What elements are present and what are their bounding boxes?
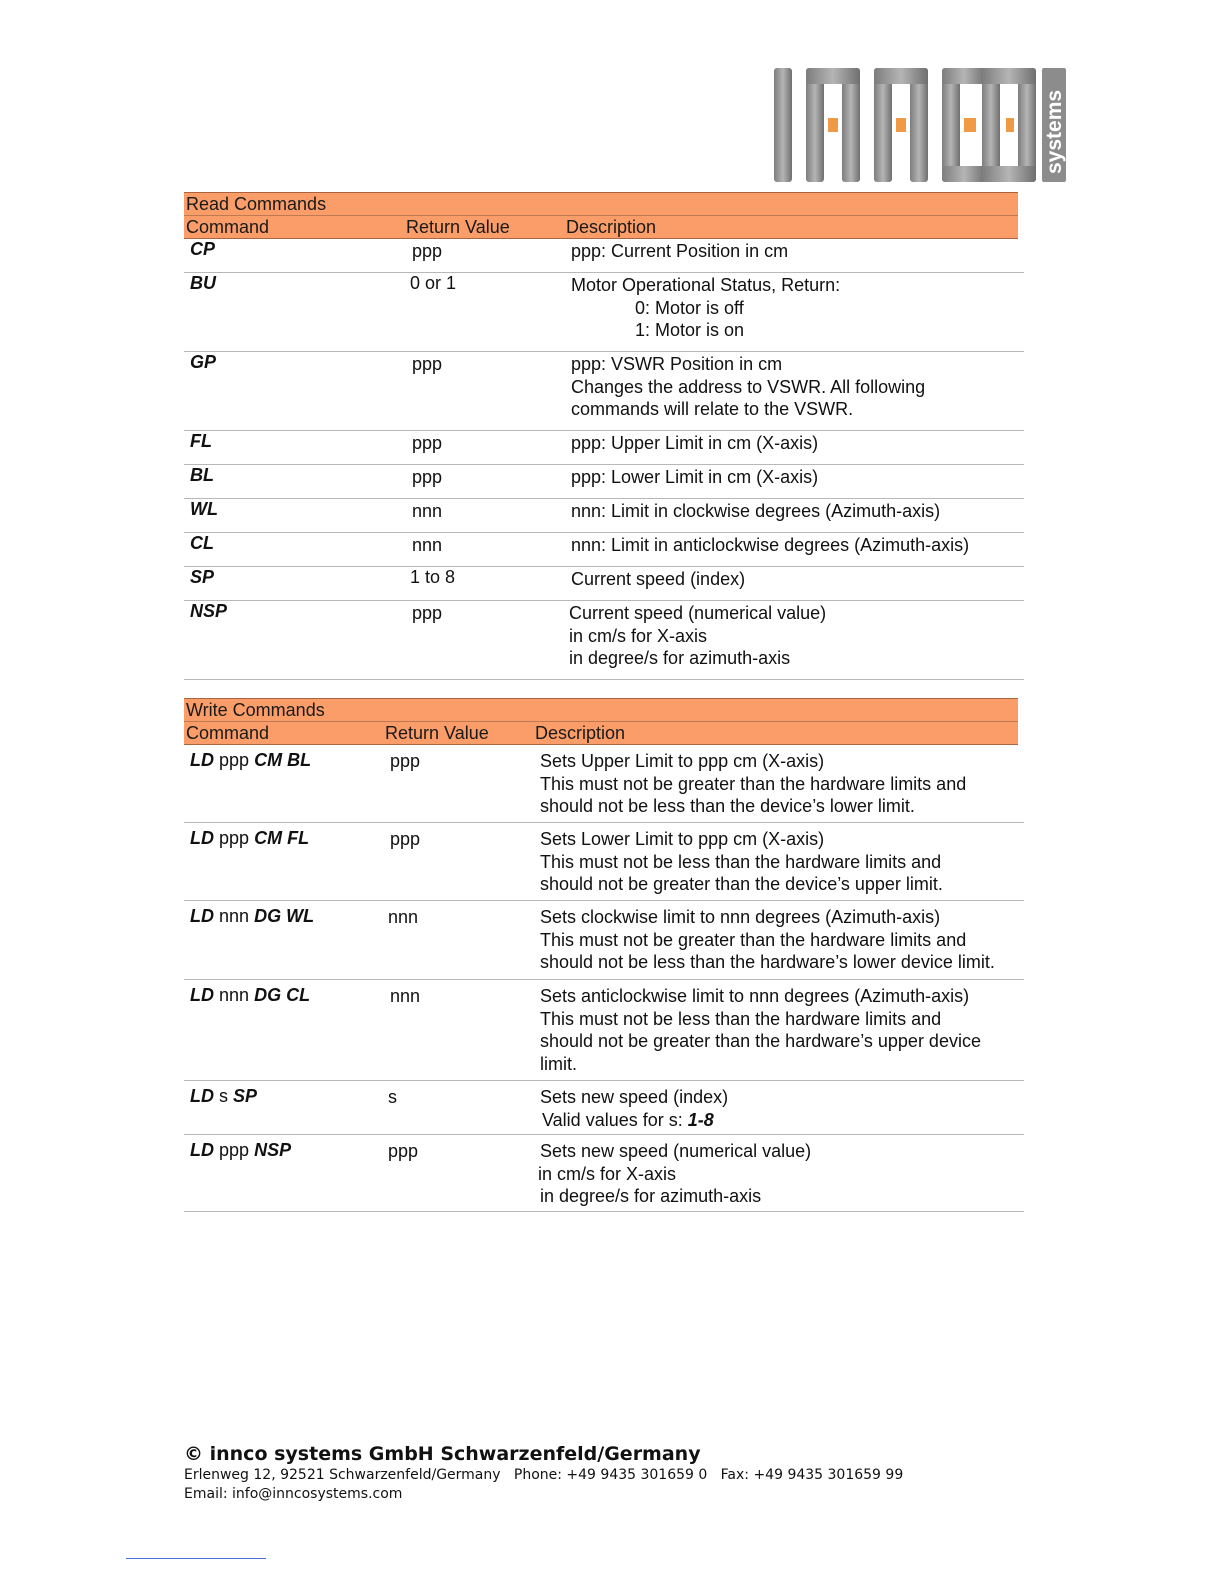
description-line (540, 828, 943, 851)
header-command: Command (186, 217, 270, 237)
read-table-title: Read Commands (184, 193, 1018, 216)
description-line (540, 1008, 981, 1031)
table-row (184, 431, 1024, 465)
description-line (540, 929, 995, 952)
description-cell (540, 906, 995, 974)
description-text: should not be less than the device’s lower limit. (540, 796, 915, 816)
description-cell (540, 828, 943, 896)
command-cell: WL (190, 499, 218, 519)
description-text: Sets Upper Limit to ppp cm (X-axis) (540, 751, 825, 771)
valid-values: 1-8 (687, 1109, 714, 1130)
command-name: SP (233, 1086, 258, 1106)
command-cell: SP (190, 567, 215, 587)
return-value-cell: ppp (390, 751, 421, 771)
description-cell (571, 568, 745, 591)
command-parameter: nnn (219, 985, 250, 1005)
header-description: Description (566, 217, 657, 237)
description-line (540, 951, 995, 974)
return-value-cell: ppp (412, 603, 443, 623)
description-cell (571, 466, 818, 489)
table-row (184, 533, 1024, 567)
table-row (184, 1081, 1024, 1135)
command-name: CM BL (254, 750, 312, 770)
description-cell (540, 1140, 811, 1208)
description-line: ppp: Lower Limit in cm (X-axis) (571, 467, 819, 487)
description-line (540, 851, 943, 874)
description-line (540, 1140, 811, 1163)
description-text: Sets anticlockwise limit to nnn degrees (Azimuth-axis) (540, 986, 970, 1006)
command-cell: FL (190, 431, 212, 451)
description-line (540, 750, 966, 773)
return-value-cell: nnn (390, 986, 421, 1006)
command-cell (190, 1085, 257, 1108)
command-name: DG CL (254, 985, 311, 1005)
innco-systems-logo (770, 62, 1070, 190)
description-line: in degree/s for azimuth-axis (569, 648, 791, 668)
description-line (540, 906, 995, 929)
footer-email: Email: info@inncosystems.com (184, 1486, 403, 1502)
description-text: Sets new speed (numerical value) (540, 1141, 812, 1161)
description-line (540, 1053, 981, 1076)
description-line (540, 773, 966, 796)
return-value-cell: 1 to 8 (410, 567, 456, 587)
command-prefix: LD (190, 906, 214, 926)
command-cell (190, 827, 309, 850)
command-prefix: LD (190, 1086, 214, 1106)
return-value-cell: nnn (412, 501, 443, 521)
return-value-cell: ppp (412, 241, 443, 261)
return-value-cell: nnn (388, 907, 419, 927)
description-line (540, 1185, 811, 1208)
description-line: Current speed (numerical value) (569, 603, 827, 623)
command-cell (190, 749, 311, 772)
description-line: ppp: Current Position in cm (571, 241, 789, 261)
command-parameter: s (219, 1086, 229, 1106)
description-text: This must not be greater than the hardware limits and (540, 773, 967, 794)
write-table-title: Write Commands (184, 699, 1018, 722)
table-row (184, 499, 1024, 533)
description-text: in cm/s for X-axis (538, 1163, 677, 1184)
description-text: should not be less than the hardware’s lower device limit. (540, 952, 995, 972)
description-line: in cm/s for X-axis (569, 625, 708, 646)
description-text: Valid values for s: (542, 1109, 688, 1130)
command-name: DG WL (254, 906, 315, 926)
command-cell (190, 984, 310, 1007)
command-cell: BL (190, 465, 214, 485)
header-return-value: Return Value (385, 723, 489, 743)
table-row (184, 980, 1024, 1081)
description-text: in degree/s for azimuth-axis (540, 1186, 762, 1206)
description-line (538, 1163, 811, 1186)
description-line: ppp: VSWR Position in cm (571, 354, 783, 374)
command-cell: GP (190, 352, 217, 372)
description-text: should not be greater than the device’s upper limit. (540, 874, 943, 894)
command-prefix: LD (190, 750, 214, 770)
description-line: nnn: Limit in anticlockwise degrees (Azimuth-axis) (571, 535, 970, 555)
command-parameter: ppp (219, 828, 250, 848)
command-prefix: LD (190, 985, 214, 1005)
description-text: limit. (540, 1053, 577, 1074)
table-row (184, 352, 1024, 431)
command-cell: CP (190, 239, 216, 259)
footer-address: Erlenweg 12, 92521 Schwarzenfeld/Germany Phone: +49 9435 301659 0 Fax: +49 9435 301659 99 (184, 1467, 904, 1483)
page-footer (184, 1442, 903, 1504)
description-cell (540, 750, 966, 818)
return-value-cell: s (388, 1087, 397, 1107)
return-value-cell: ppp (390, 829, 421, 849)
return-value-cell: ppp (388, 1141, 419, 1161)
table-row (184, 601, 1024, 680)
description-line: 1: Motor is on (635, 320, 745, 340)
command-parameter: ppp (219, 1140, 250, 1160)
logo-subtext: systems (1043, 89, 1066, 174)
description-text: This must not be less than the hardware limits and (540, 1008, 942, 1029)
footer-brand: © innco systems GmbH Schwarzenfeld/Germany (184, 1443, 701, 1465)
command-name: NSP (254, 1140, 292, 1160)
write-commands-table (184, 698, 1024, 1212)
header-return-value: Return Value (406, 217, 510, 237)
description-line (540, 873, 943, 896)
description-cell (571, 240, 788, 263)
description-text: Sets Lower Limit to ppp cm (X-axis) (540, 829, 825, 849)
header-description: Description (535, 723, 626, 743)
description-cell (571, 353, 925, 421)
command-prefix: LD (190, 1140, 214, 1160)
table-row (184, 745, 1024, 823)
description-text: should not be greater than the hardware’s upper device (540, 1031, 981, 1051)
command-parameter: nnn (219, 906, 250, 926)
description-line: ppp: Upper Limit in cm (X-axis) (571, 433, 819, 453)
description-cell (571, 534, 969, 557)
command-cell (190, 1139, 291, 1162)
read-commands-table (184, 192, 1024, 680)
description-text: Sets clockwise limit to nnn degrees (Azimuth-axis) (540, 907, 941, 927)
table-row (184, 239, 1024, 273)
command-cell: BU (190, 273, 216, 293)
command-cell: NSP (190, 601, 228, 621)
command-cell (190, 905, 314, 928)
return-value-cell: nnn (412, 535, 443, 555)
return-value-cell: 0 or 1 (410, 273, 457, 293)
table-row (184, 567, 1024, 601)
return-value-cell: ppp (412, 354, 443, 374)
description-cell (569, 602, 826, 670)
description-line (540, 985, 981, 1008)
description-text: This must not be greater than the hardware limits and (540, 929, 967, 950)
description-cell (571, 500, 940, 523)
table-row (184, 823, 1024, 901)
description-text: Sets new speed (index) (540, 1087, 729, 1107)
description-line: Motor Operational Status, Return: (571, 275, 841, 295)
return-value-cell: ppp (412, 433, 443, 453)
command-name: CM FL (254, 828, 310, 848)
return-value-cell: ppp (412, 467, 443, 487)
description-line (542, 1109, 728, 1132)
table-row (184, 901, 1024, 980)
description-line (540, 1030, 981, 1053)
description-line: Current speed (index) (571, 569, 746, 589)
description-cell (540, 985, 981, 1075)
description-cell (540, 1086, 728, 1131)
table-row (184, 465, 1024, 499)
description-line (540, 1086, 728, 1109)
description-cell (571, 274, 840, 342)
description-line: commands will relate to the VSWR. (571, 399, 854, 419)
description-line: Changes the address to VSWR. All following (571, 376, 926, 397)
command-cell: CL (190, 533, 214, 553)
description-line: 0: Motor is off (635, 297, 744, 318)
command-parameter: ppp (219, 750, 250, 770)
command-prefix: LD (190, 828, 214, 848)
description-cell (571, 432, 818, 455)
description-line: nnn: Limit in clockwise degrees (Azimuth-axis) (571, 501, 941, 521)
description-line (540, 795, 966, 818)
read-table-header (184, 192, 1018, 239)
table-row (184, 1135, 1024, 1212)
write-table-header (184, 698, 1018, 745)
description-text: This must not be less than the hardware limits and (540, 851, 942, 872)
header-command: Command (186, 723, 270, 743)
table-row (184, 273, 1024, 352)
footnote-separator (126, 1558, 266, 1559)
